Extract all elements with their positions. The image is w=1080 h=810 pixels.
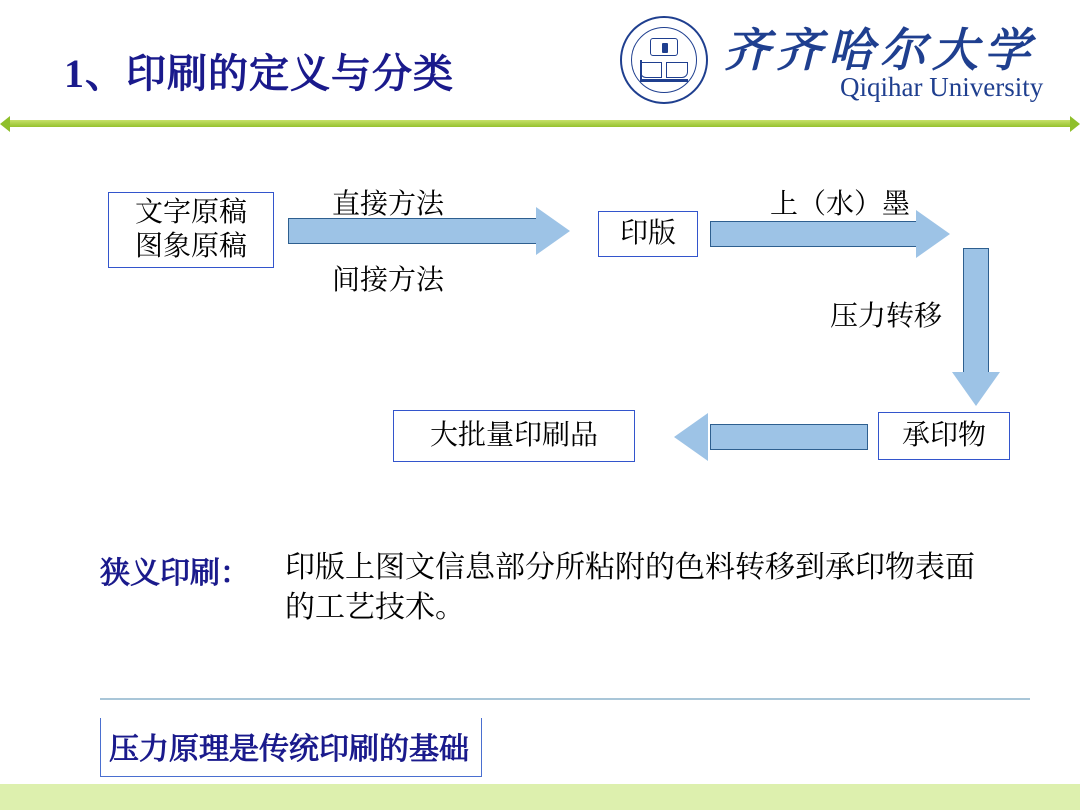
header-divider: [8, 120, 1072, 127]
label-inking: 上（水）墨: [770, 189, 911, 220]
definition-term: 狭义印刷：: [100, 557, 250, 590]
divider-right-cap-icon: [1070, 116, 1080, 132]
footer-divider: [100, 698, 1030, 700]
label-indirect-method: 间接方法: [332, 265, 445, 296]
diagram-node-source-line1: 文字原稿: [134, 197, 247, 228]
university-name-cn: 齐齐哈尔大学: [724, 25, 1036, 76]
seal-book-icon: [640, 60, 688, 82]
arrow-substrate-to-product-head-icon: [674, 413, 708, 461]
diagram-node-plate: [598, 211, 698, 257]
arrow-down-to-substrate: [963, 248, 989, 373]
definition-text: 印版上图文信息部分所粘附的色料转移到承印物表面的工艺技术。: [285, 551, 975, 624]
arrow-substrate-to-product: [710, 424, 868, 450]
diagram-node-source-line2: 图象原稿: [134, 231, 247, 262]
diagram-node-product: [393, 410, 635, 462]
divider-left-cap-icon: [0, 116, 10, 132]
university-name-en: Qiqihar University: [840, 72, 1044, 102]
seal-emblem-icon: [620, 16, 708, 104]
bottom-band: [0, 784, 1080, 810]
arrow-plate-to-substrate: [710, 221, 918, 247]
arrow-plate-to-substrate-head-icon: [916, 210, 950, 258]
arrow-down-to-substrate-head-icon: [952, 372, 1000, 406]
footer-note: 压力原理是传统印刷的基础: [100, 718, 482, 777]
label-pressure-transfer: 压力转移: [830, 301, 943, 332]
university-logo: [620, 10, 1060, 110]
diagram-node-substrate: [878, 412, 1010, 460]
diagram-node-product-label: 大批量印刷品: [429, 420, 598, 451]
seal-top-mark: [650, 38, 678, 56]
arrow-source-to-plate-head-icon: [536, 207, 570, 255]
diagram-node-plate-label: 印版: [619, 218, 676, 249]
page-title: 1、印刷的定义与分类: [64, 51, 454, 96]
label-direct-method: 直接方法: [332, 189, 445, 220]
diagram-node-substrate-label: 承印物: [901, 420, 986, 451]
diagram-node-source: [108, 192, 274, 268]
